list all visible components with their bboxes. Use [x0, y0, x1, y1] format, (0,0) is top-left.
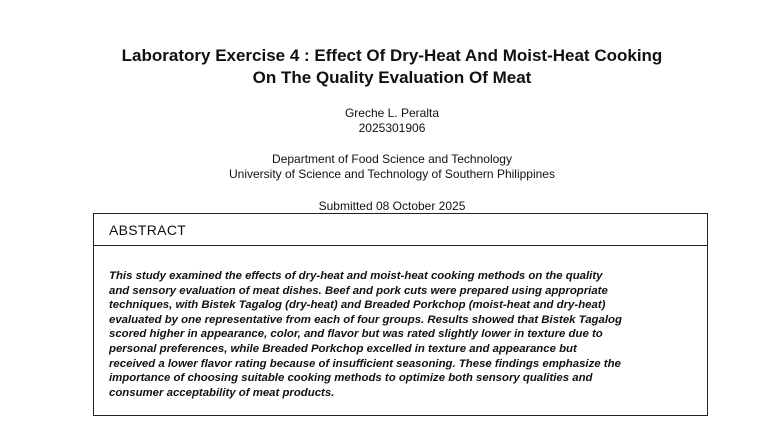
- submission-date: Submitted 08 October 2025: [318, 199, 466, 213]
- title-line-1: Laboratory Exercise 4 : Effect Of Dry-Heat And Moist-Heat Cooking: [121, 46, 663, 65]
- abstract-line: importance of choosing suitable cooking methods to optimize both sensory qualities and: [109, 372, 593, 385]
- title-line-2: On The Quality Evaluation Of Meat: [252, 68, 532, 87]
- department-name: Department of Food Science and Technology: [272, 152, 512, 166]
- abstract-line: This study examined the effects of dry-heat and moist-heat cooking methods on the quality: [109, 270, 603, 282]
- abstract-box: [93, 213, 708, 416]
- university-name: University of Science and Technology of Southern Philippines: [229, 167, 555, 181]
- abstract-line: and sensory evaluation of meat dishes. Beef and pork cuts were prepared using appropriate: [109, 284, 608, 297]
- author-id: 2025301906: [358, 121, 426, 135]
- abstract-text: [94, 246, 707, 400]
- abstract-line: techniques, with Bistek Tagalog (dry-heat) and Breaded Porkchop (moist-heat and dry-heat): [109, 299, 606, 312]
- document-title: [0, 45, 784, 89]
- author-name: Greche L. Peralta: [344, 106, 440, 120]
- affiliation-block: [0, 152, 784, 182]
- abstract-heading: ABSTRACT: [94, 214, 707, 246]
- abstract-line: evaluated by one representative from each of four groups. Results showed that Bistek Tagalog: [109, 313, 622, 326]
- abstract-line: personal preferences, while Breaded Porkchop excelled in texture and appearance but: [109, 342, 577, 355]
- abstract-line: consumer acceptability of meat products.: [109, 386, 335, 399]
- abstract-line: received a lower flavor rating because of insufficient seasoning. These findings emphasize the: [109, 357, 621, 370]
- abstract-line: scored higher in appearance, color, and flavor but was rated slightly lower in texture due to: [109, 328, 603, 341]
- author-block: [0, 106, 784, 136]
